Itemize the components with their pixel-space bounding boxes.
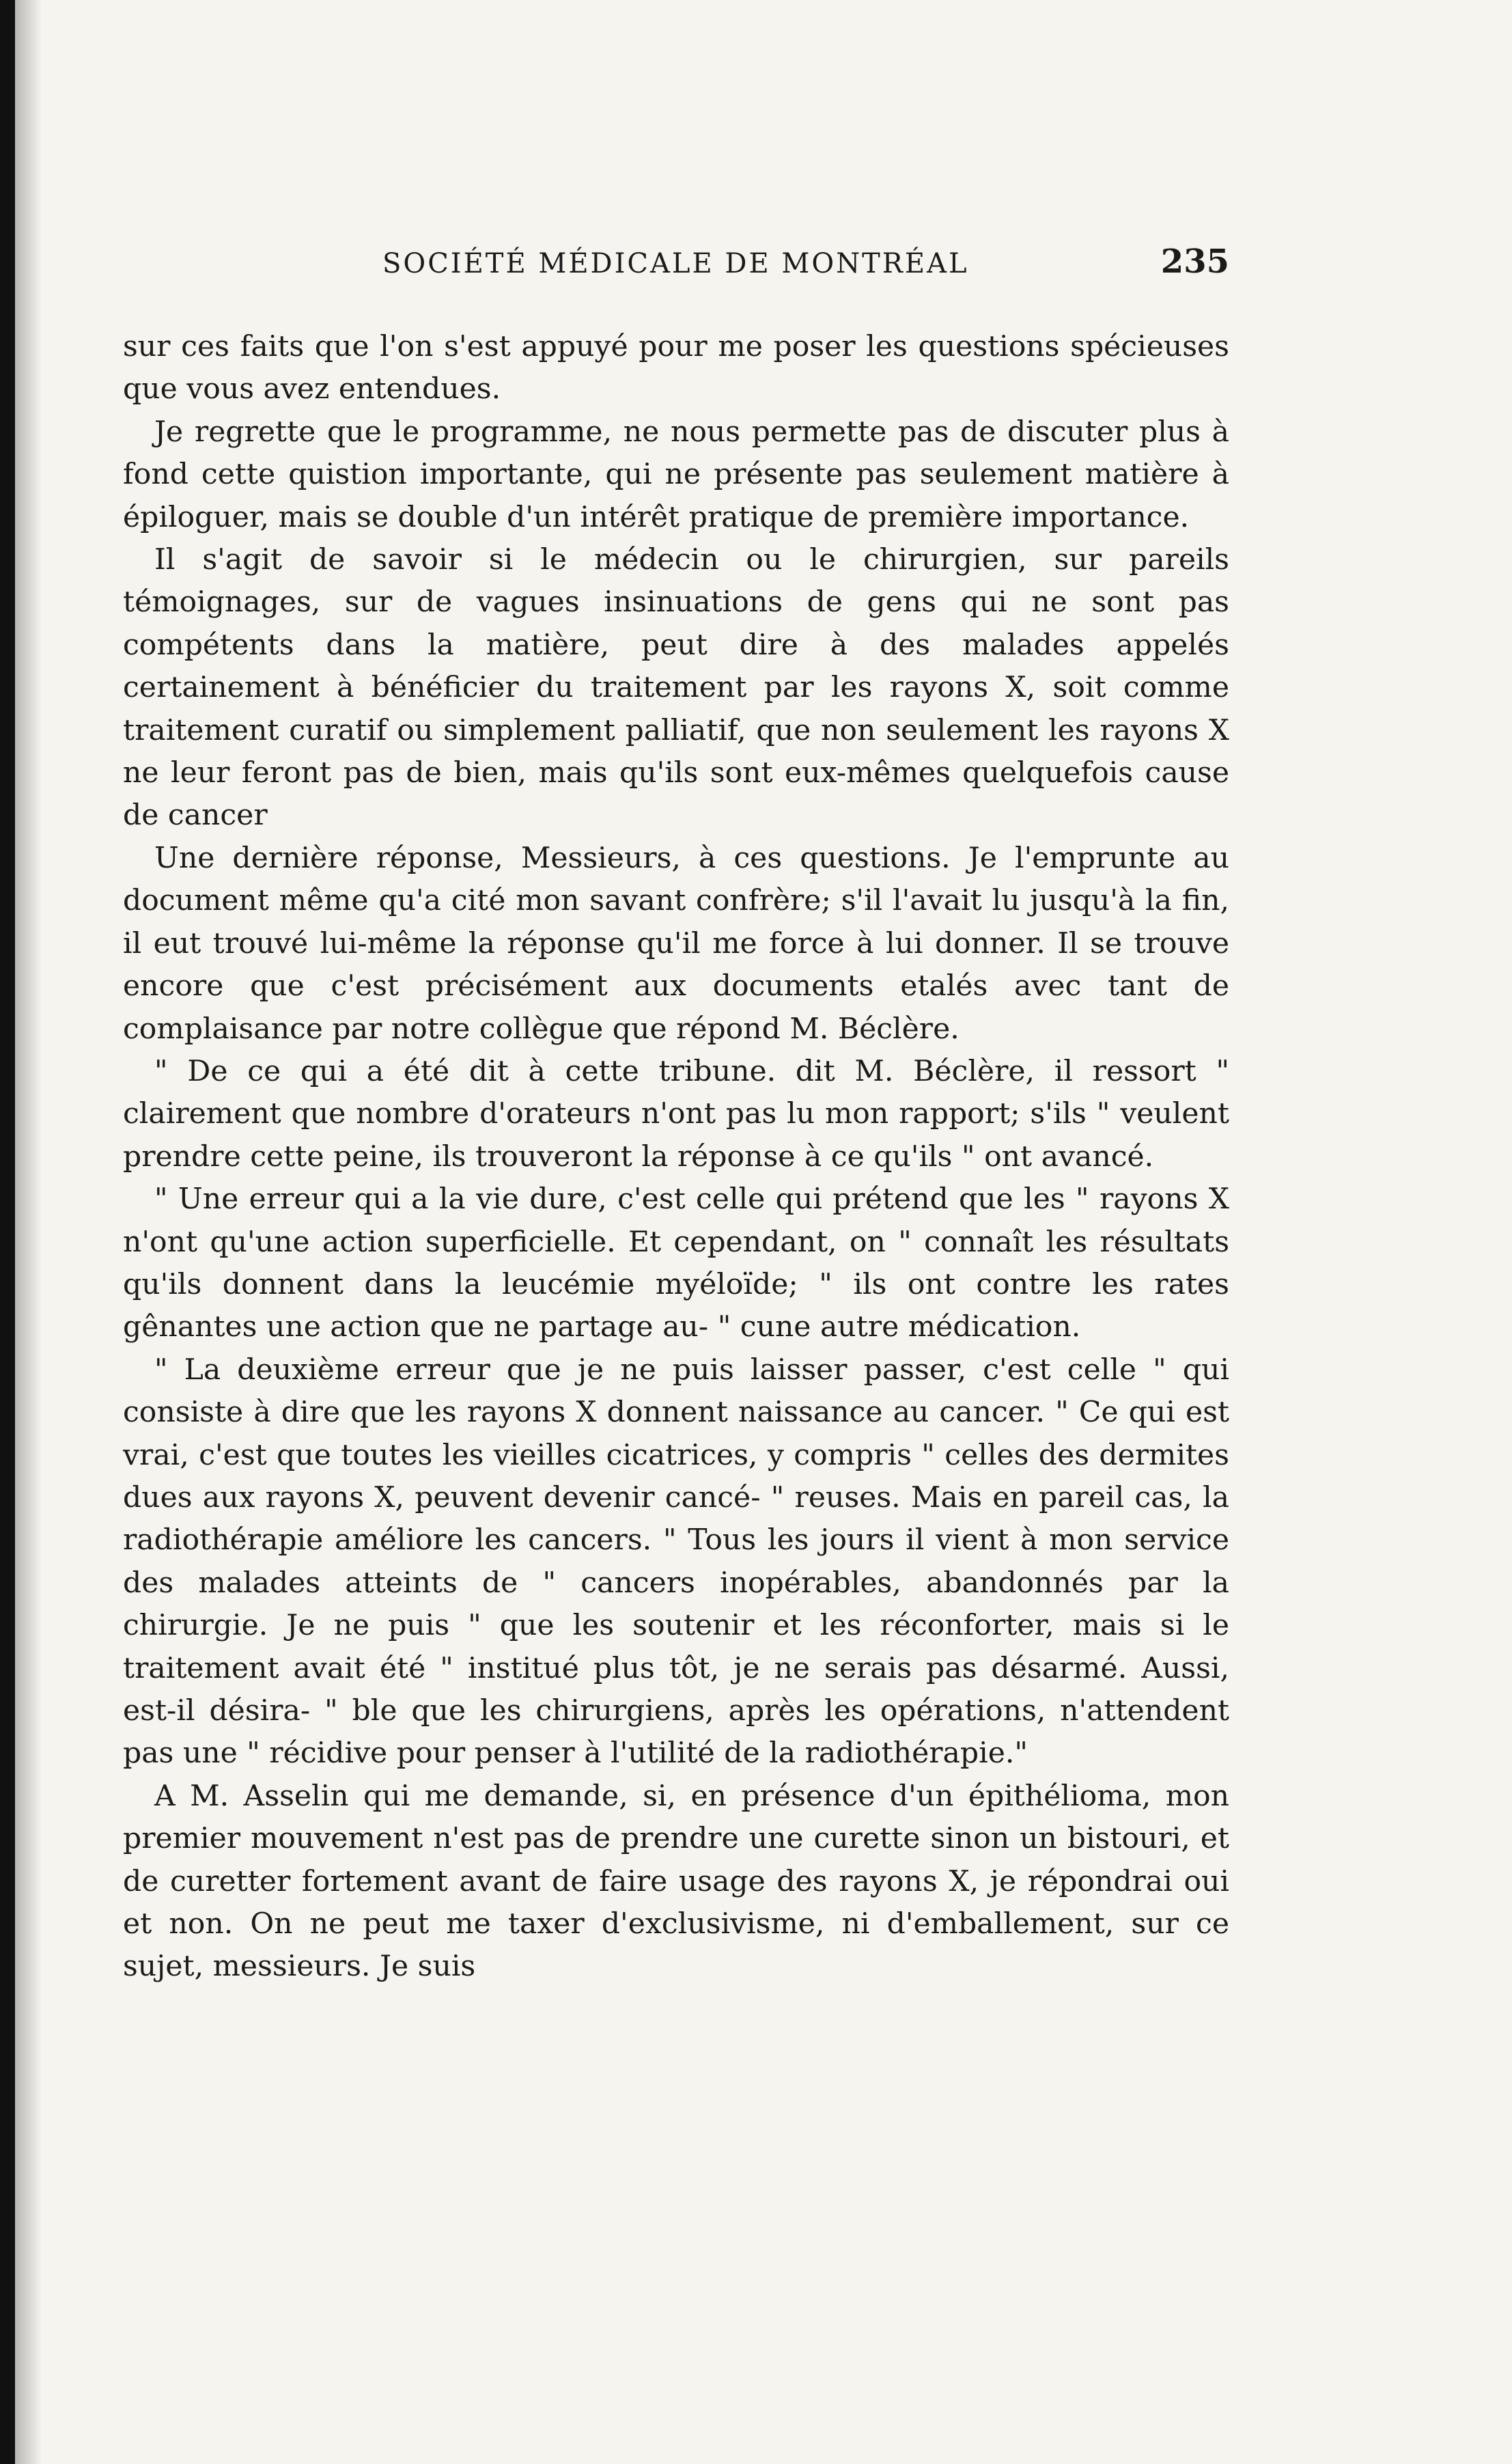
- quote-line: " celles des dermites dues aux rayons X, peuvent devenir cancé-: [123, 1438, 1229, 1514]
- quote-line: " que les soutenir et les réconforter, mais si le traitement avait été: [123, 1609, 1229, 1685]
- quote-line: " institué plus tôt, je ne serais pas désarmé. Aussi, est-il désira-: [123, 1651, 1230, 1728]
- running-title: SOCIÉTÉ MÉDICALE DE MONTRÉAL: [382, 248, 969, 279]
- body-text: [123, 326, 1229, 1989]
- quote-line: " reuses. Mais en pareil cas, la radiothérapie améliore les cancers.: [123, 1480, 1229, 1558]
- quote-line: " récidive pour penser à l'utilité de la radiothérapie.": [247, 1736, 1028, 1771]
- quote-line: " Ce qui est vrai, c'est que toutes les vieilles cicatrices, y compris: [123, 1396, 1229, 1472]
- quote-line: " clairement que nombre d'orateurs n'ont pas lu mon rapport; s'ils: [123, 1054, 1229, 1131]
- binding-shadow: [15, 0, 42, 2464]
- quote-line: " Tous les jours il vient à mon service des malades atteints de: [123, 1523, 1229, 1600]
- quote-block: [123, 1349, 1229, 1775]
- quote-line: " ont avancé.: [962, 1139, 1154, 1174]
- quote-block: [123, 1178, 1229, 1349]
- quote-line: " veulent prendre cette peine, ils trouveront la réponse à ce qu'ils: [123, 1097, 1229, 1174]
- quote-line: " De ce qui a été dit à cette tribune. dit M. Béclère, il ressort: [154, 1054, 1196, 1088]
- quote-line: " qui consiste à dire que les rayons X donnent naissance au cancer.: [123, 1353, 1229, 1430]
- paragraph: Une dernière réponse, Messieurs, à ces questions. Je l'emprunte au document même qu'a cité mon savant confrère; s'il l'avait lu jusqu'à la fin, il eut trouvé lui-même la réponse qu'il me force à lui donner. Il se trouve encore que c'est précisément aux documents etalés avec tant de complaisance par notre collègue que répond M. Béclère.: [123, 841, 1229, 1046]
- paragraph: sur ces faits que l'on s'est appuyé pour me poser les questions spécieuses que vous avez entendues.: [123, 330, 1229, 406]
- quote-line: " ils ont contre les rates gênantes une action que ne partage au-: [123, 1267, 1229, 1344]
- running-head: [123, 243, 1229, 286]
- quote-line: " ble que les chirurgiens, après les opérations, n'attendent pas une: [123, 1694, 1230, 1771]
- quote-line: " La deuxième erreur que je ne puis laisser passer, c'est celle: [154, 1353, 1137, 1387]
- paragraph: A M. Asselin qui me demande, si, en présence d'un épithélioma, mon premier mouvement n'est pas de prendre une curette sinon un bistouri, et de curetter fortement avant de faire usage des rayons X, je répondrai oui et non. On ne peut me taxer d'exclusivisme, ni d'emballement, sur ce sujet, messieurs. Je suis: [123, 1779, 1229, 1984]
- paragraph: Il s'agit de savoir si le médecin ou le chirurgien, sur pareils témoignages, sur de vagues insinuations de gens qui ne sont pas compétents dans la matière, peut dire à des malades appelés certainement à bénéficier du traitement par les rayons X, soit comme traitement curatif ou simplement palliatif, que non seulement les rayons X ne leur feront pas de bien, mais qu'ils sont eux-mêmes quelquefois cause de cancer: [123, 543, 1229, 833]
- quote-line: " connaît les résultats qu'ils donnent dans la leucémie myéloïde;: [123, 1225, 1230, 1301]
- book-page: [123, 243, 1229, 1989]
- quote-line: " cancers inopérables, abandonnés par la chirurgie. Je ne puis: [123, 1566, 1229, 1643]
- quote-line: " cune autre médication.: [717, 1310, 1081, 1344]
- binding-edge: [0, 0, 15, 2464]
- page-number: 235: [1160, 243, 1229, 281]
- quote-block: [123, 1051, 1229, 1178]
- paragraph: Je regrette que le programme, ne nous permette pas de discuter plus à fond cette quistion importante, qui ne présente pas seulement matière à épiloguer, mais se double d'un intérêt pratique de première importance.: [123, 415, 1229, 534]
- quote-line: " rayons X n'ont qu'une action superficielle. Et cependant, on: [123, 1182, 1229, 1259]
- quote-line: " Une erreur qui a la vie dure, c'est celle qui prétend que les: [154, 1182, 1065, 1217]
